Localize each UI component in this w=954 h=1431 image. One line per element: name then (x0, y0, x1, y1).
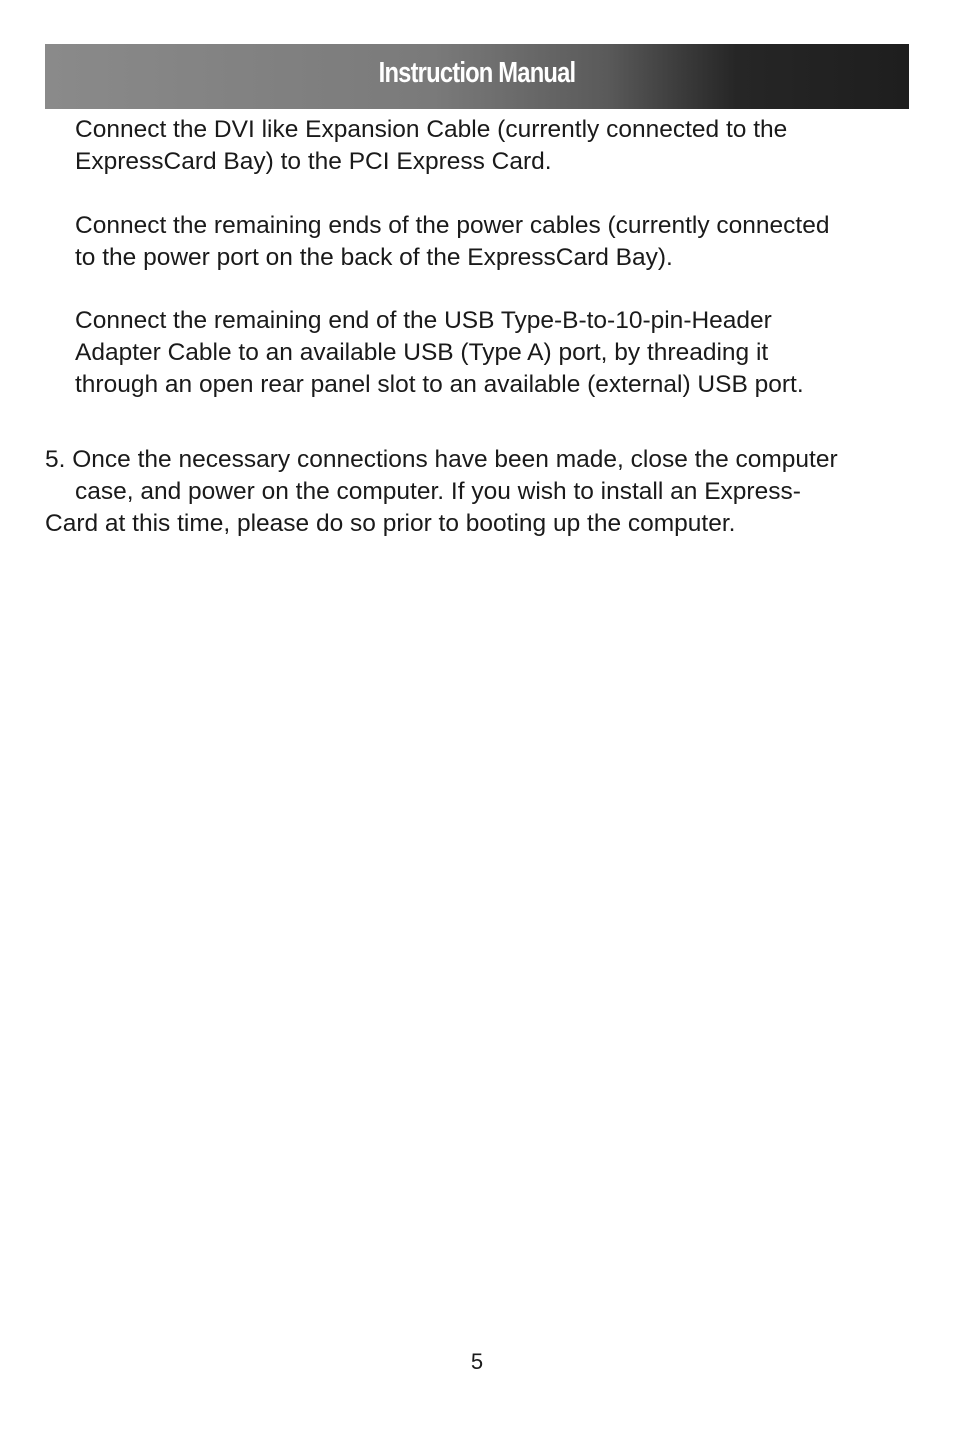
page-number: 5 (470, 1349, 484, 1374)
paragraph-line: to the power port on the back of the ExpressCard Bay). (75, 244, 673, 271)
paragraph-line: Connect the DVI like Expansion Cable (currently connected to the (75, 116, 788, 143)
header-banner (45, 44, 909, 109)
paragraph-line: through an open rear panel slot to an available (external) USB port. (75, 371, 804, 398)
paragraph-line: 5. Once the necessary connections have been made, close the computer (45, 446, 838, 473)
paragraph-line: Card at this time, please do so prior to booting up the computer. (45, 510, 736, 537)
paragraph-line: Adapter Cable to an available USB (Type A) port, by threading it (75, 339, 769, 366)
instruction-paragraph-power-cables (75, 210, 830, 274)
instruction-paragraph-usb-cable (75, 305, 804, 401)
instruction-paragraph-dvi-cable (75, 114, 787, 178)
paragraph-line: ExpressCard Bay) to the PCI Express Card. (75, 148, 552, 175)
page-title: Instruction Manual (378, 57, 576, 89)
paragraph-line: Connect the remaining ends of the power cables (currently connected (75, 212, 830, 239)
step-5-paragraph (45, 444, 838, 540)
paragraph-line: case, and power on the computer. If you wish to install an Express- (75, 478, 801, 505)
paragraph-line: Connect the remaining end of the USB Type-B-to-10-pin-Header (75, 307, 772, 334)
